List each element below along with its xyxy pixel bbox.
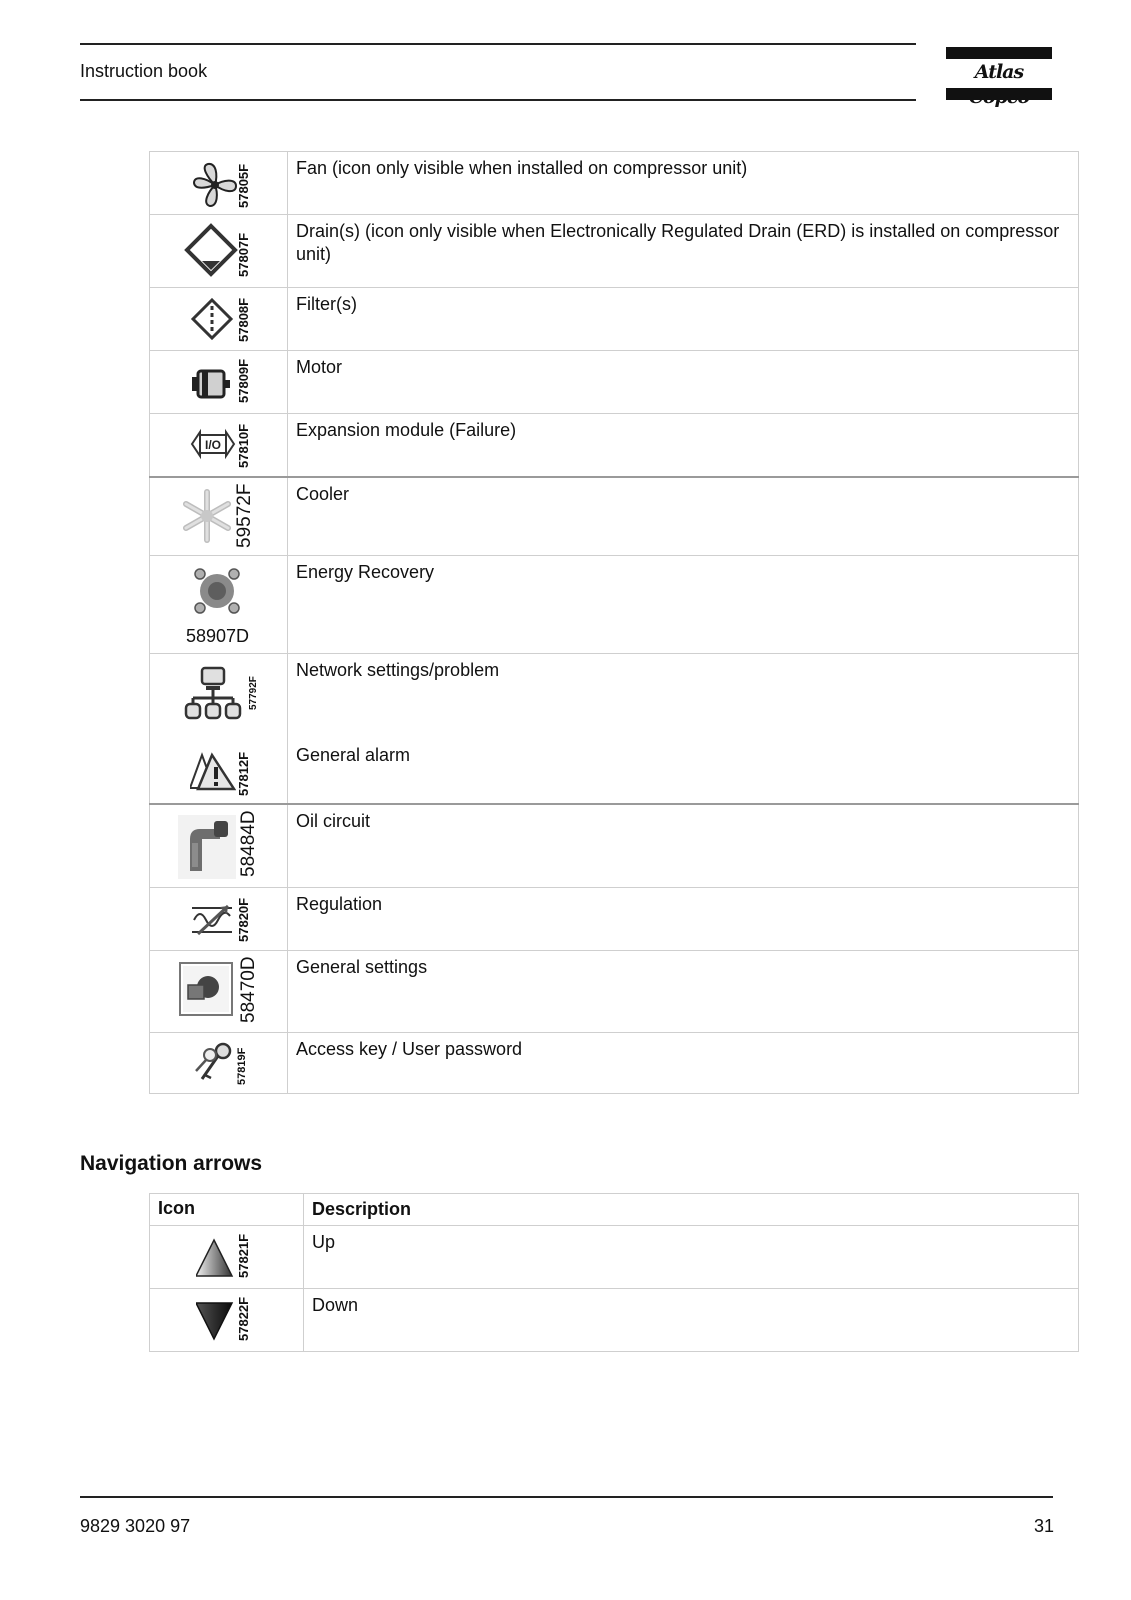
icon-description: Oil circuit	[288, 804, 1079, 888]
table-row	[150, 351, 1079, 414]
table-row	[150, 1289, 1079, 1352]
icon-code: 58484D	[238, 809, 259, 877]
icon-cell	[150, 288, 288, 351]
icon-description: Motor	[288, 351, 1079, 414]
icon-cell	[150, 351, 288, 414]
icon-description: Cooler	[288, 477, 1079, 556]
icon-cell	[150, 654, 288, 804]
icon-code: 57812F	[236, 751, 251, 796]
table-row	[150, 477, 1079, 556]
icon-description: Expansion module (Failure)	[288, 414, 1079, 477]
icon-description: Down	[304, 1289, 1079, 1352]
icon-code: 57792F	[248, 676, 259, 710]
table-row	[150, 654, 1079, 804]
icon-cell	[150, 888, 288, 951]
table-header-row	[150, 1194, 1079, 1226]
icon-cell	[150, 152, 288, 215]
regulation-icon	[190, 902, 236, 938]
expansion-module-icon	[190, 428, 236, 460]
column-header-icon: Icon	[150, 1194, 304, 1226]
drain-icon	[184, 223, 238, 277]
icon-description: Drain(s) (icon only visible when Electronically Regulated Drain (ERD) is installed on compressor unit)	[288, 215, 1079, 288]
icon-code: 59572F	[234, 483, 255, 548]
arrow-up-icon	[196, 1238, 236, 1278]
svg-text:I/O: I/O	[204, 438, 222, 452]
section-title: Navigation arrows	[80, 1152, 263, 1175]
icon-code: 57819F	[236, 1047, 248, 1085]
icon-code: 57807F	[236, 232, 251, 277]
icon-cell	[150, 1289, 304, 1352]
footer-rule	[80, 1496, 1053, 1498]
brand-logo	[946, 47, 1052, 100]
icon-table	[149, 151, 1079, 1094]
table-row	[150, 1226, 1079, 1289]
access-key-icon	[192, 1041, 236, 1085]
icon-code: 57820F	[236, 897, 251, 942]
filter-icon	[190, 297, 234, 341]
table-row	[150, 951, 1079, 1033]
icon-code: 58907D	[186, 626, 250, 646]
icon-description: Fan (icon only visible when installed on compressor unit)	[288, 152, 1079, 215]
icon-cell	[150, 804, 288, 888]
header-bottom-rule	[80, 99, 916, 101]
icon-code: 57822F	[236, 1296, 251, 1341]
table-row	[150, 152, 1079, 215]
table-row	[150, 888, 1079, 951]
header-top-rule	[80, 43, 916, 45]
table-row	[150, 804, 1079, 888]
icon-cell	[150, 215, 288, 288]
icon-cell	[150, 556, 288, 654]
general-alarm-icon	[190, 752, 236, 792]
icon-code: 57809F	[236, 358, 251, 403]
icon-cell	[150, 1033, 288, 1094]
brand-logo-text: Atlas	[974, 61, 1024, 83]
icon-cell	[150, 951, 288, 1033]
icon-description-cell	[288, 654, 1079, 804]
icon-code: 57808F	[236, 297, 251, 342]
oil-circuit-icon	[178, 815, 236, 879]
fan-icon	[190, 160, 240, 210]
icon-description: Up	[304, 1226, 1079, 1289]
icon-cell	[150, 477, 288, 556]
navigation-table	[149, 1193, 1079, 1352]
table-row	[150, 556, 1079, 654]
icon-description: General alarm	[296, 745, 411, 765]
icon-description: Network settings/problem	[296, 660, 500, 680]
page-number: 31	[1033, 1516, 1054, 1536]
icon-description: Filter(s)	[288, 288, 1079, 351]
icon-cell	[150, 1226, 304, 1289]
arrow-down-icon	[196, 1301, 236, 1341]
icon-code: 57810F	[236, 423, 251, 468]
cooler-icon	[180, 488, 234, 544]
column-header-description: Description	[304, 1194, 1079, 1226]
network-icon	[184, 666, 242, 722]
table-row	[150, 414, 1079, 477]
general-settings-icon	[178, 961, 234, 1017]
document-number: 9829 3020 97	[80, 1516, 191, 1536]
motor-icon	[192, 368, 232, 400]
icon-code: 58470D	[238, 956, 259, 1023]
icon-description: Access key / User password	[288, 1033, 1079, 1094]
icon-description: Energy Recovery	[288, 556, 1079, 654]
icon-description: General settings	[288, 951, 1079, 1033]
icon-cell	[150, 414, 288, 477]
icon-code: 57821F	[236, 1233, 251, 1278]
icon-description: Regulation	[288, 888, 1079, 951]
icon-code: 57805F	[236, 163, 251, 208]
energy-recovery-icon	[192, 566, 242, 616]
table-row	[150, 215, 1079, 288]
header-title: Instruction book	[80, 61, 208, 81]
table-row	[150, 1033, 1079, 1094]
table-row	[150, 288, 1079, 351]
